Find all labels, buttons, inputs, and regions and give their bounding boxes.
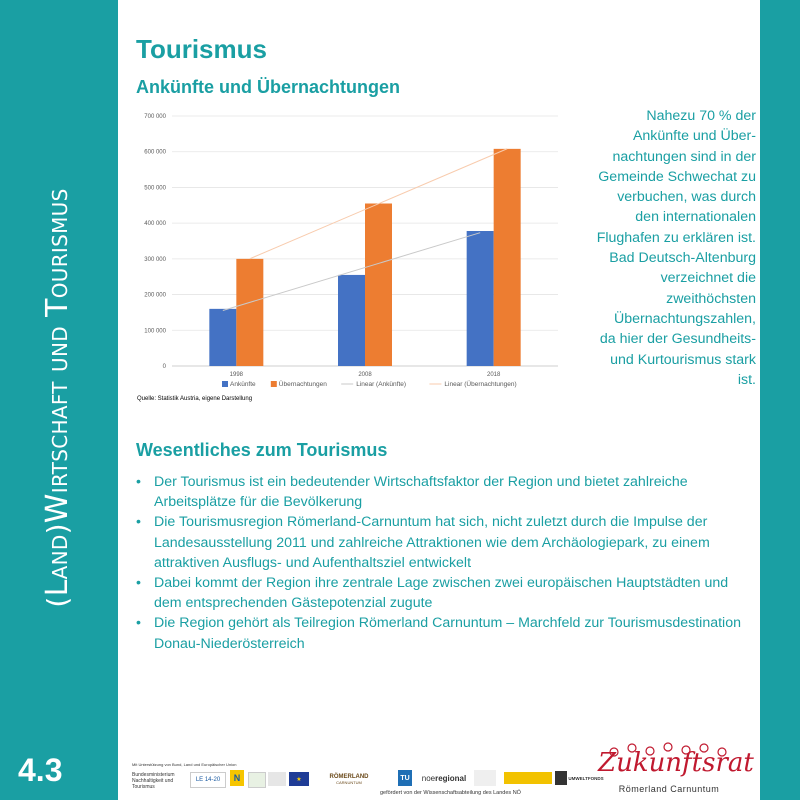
chart bbox=[118, 100, 568, 410]
support-text: Mit Unterstützung von Bund, Land und Europäischer Union bbox=[132, 762, 237, 767]
side-text-line: verzeichnet die bbox=[660, 270, 756, 287]
side-text-line: verbuchen, was durch bbox=[617, 189, 756, 206]
chapter-number: 4.3 bbox=[18, 752, 63, 788]
ministry-logo bbox=[132, 770, 192, 792]
partner-logo-2 bbox=[474, 770, 496, 786]
side-text-line: und Kurtourismus stark bbox=[610, 351, 756, 368]
x-tick-label: 2008 bbox=[358, 372, 372, 378]
title-W: W bbox=[40, 493, 75, 524]
bullet-icon: • bbox=[136, 474, 141, 490]
list-item bbox=[134, 573, 744, 613]
bullet-text: Dabei kommt der Region ihre zentrale Lage zwischen zwei europäischen Hauptstädten und dem entsprechenden Gästepotenzial zugute bbox=[154, 575, 729, 612]
tu-logo: TU bbox=[398, 770, 412, 786]
list-item bbox=[134, 472, 744, 512]
partner-logo-3 bbox=[555, 771, 567, 785]
bullet-icon: • bbox=[136, 615, 141, 632]
y-tick-label: 700 000 bbox=[144, 114, 166, 120]
side-text-line: Ankünfte und Über- bbox=[632, 128, 756, 145]
side-text-line: nachtungen sind in der bbox=[612, 148, 756, 165]
leader-logo bbox=[248, 772, 266, 788]
bar-ankuenfte bbox=[467, 231, 494, 366]
y-tick-label: 500 000 bbox=[144, 185, 166, 192]
bullet-text: Die Tourismusregion Römerland-Carnuntum hat sich, nicht zuletzt durch die Impulse der Landesausstellung 2011 und zahlreiche Attraktionen wie dem Archäologiepark, zu einem attraktiven Ausflugs- und Aufenthaltsziel entwickelt bbox=[154, 514, 710, 571]
zukunftsrat-name: Zukunftsrat bbox=[598, 748, 754, 778]
bar-ankuenfte bbox=[209, 309, 236, 366]
x-tick-label: 2018 bbox=[486, 372, 501, 378]
y-tick-label: 400 000 bbox=[144, 221, 166, 228]
side-text-line: Bad Deutsch-Altenburg bbox=[609, 250, 756, 267]
page-title: Tourismus bbox=[136, 34, 267, 64]
title-close-paren: ) bbox=[41, 523, 74, 535]
side-text-line: den internationalen bbox=[635, 209, 756, 226]
chart-svg bbox=[118, 100, 568, 410]
legend-swatch bbox=[271, 381, 277, 387]
title-L: L bbox=[40, 579, 75, 597]
chapter-title bbox=[28, 118, 88, 678]
list-item bbox=[134, 512, 744, 573]
legend-swatch bbox=[222, 381, 228, 387]
roemerland-name: RÖMERLAND bbox=[329, 773, 369, 780]
right-bar bbox=[760, 0, 800, 800]
bullet-list bbox=[134, 472, 744, 654]
section-heading: Wesentliches zum Tourismus bbox=[136, 440, 388, 460]
y-tick-label: 600 000 bbox=[144, 149, 166, 156]
side-text bbox=[562, 106, 756, 390]
bullet-icon: • bbox=[136, 514, 141, 531]
side-bar bbox=[0, 0, 118, 800]
zukunftsrat-sub: Römerland Carnuntum bbox=[618, 784, 720, 794]
zukunftsrat-logo bbox=[598, 740, 754, 798]
x-tick-label: 1998 bbox=[229, 372, 244, 378]
y-tick-label: 100 000 bbox=[144, 328, 166, 335]
chart-heading: Ankünfte und Übernachtungen bbox=[136, 77, 400, 97]
title-ourismus: OURISMUS bbox=[48, 188, 72, 299]
side-text-line: Nahezu 70 % der bbox=[646, 108, 756, 124]
bullet-text: Der Tourismus ist ein bedeutender Wirtschaftsfaktor der Region und bietet zahlreiche Arbeitsplätze für die Bevölkerung bbox=[154, 474, 688, 511]
ministry-line: Tourismus bbox=[132, 784, 155, 790]
side-text-line: Gemeinde Schwechat zu bbox=[598, 168, 756, 185]
roemerland-logo bbox=[318, 770, 380, 788]
title-T: T bbox=[40, 298, 75, 317]
legend-label: Linear (Übernachtungen) bbox=[444, 381, 517, 388]
footer bbox=[118, 740, 760, 800]
ministry-line: Bundesministerium bbox=[132, 772, 175, 778]
title-open-paren: ( bbox=[41, 596, 74, 608]
y-tick-label: 300 000 bbox=[144, 256, 166, 263]
list-item bbox=[134, 613, 744, 653]
title-and: AND bbox=[48, 534, 72, 580]
bar-uebernachtungen bbox=[365, 204, 392, 367]
bar-uebernachtungen bbox=[494, 149, 521, 366]
noe-text: noe bbox=[421, 773, 436, 783]
legend-label: Linear (Ankünfte) bbox=[356, 381, 407, 388]
ministry-line: Nachhaltigkeit und bbox=[132, 778, 174, 784]
legend-label: Übernachtungen bbox=[278, 381, 327, 388]
regional-text: regional bbox=[435, 773, 467, 783]
roemerland-sub: CARNUNTUM bbox=[336, 779, 362, 785]
wissenschaft-logo bbox=[504, 772, 552, 784]
bullet-text: Die Region gehört als Teilregion Römerland Carnuntum – Marchfeld zur Tourismusdestination Donau-Niederösterreich bbox=[154, 615, 741, 652]
bar-uebernachtungen bbox=[236, 259, 263, 366]
partner-logo bbox=[268, 772, 286, 786]
side-text-line: da hier der Gesundheits- bbox=[599, 331, 756, 348]
bar-ankuenfte bbox=[338, 275, 365, 366]
title-irtschaft: IRTSCHAFT bbox=[48, 381, 72, 494]
funding-text: gefördert von der Wissenschaftsabteilung des Landes NÖ bbox=[380, 790, 521, 796]
y-tick-label: 0 bbox=[162, 364, 166, 370]
noe-state-logo: N bbox=[230, 770, 244, 786]
noe-regional-logo bbox=[418, 771, 470, 785]
eu-flag-icon: ★ bbox=[289, 772, 309, 786]
content-panel bbox=[118, 0, 760, 800]
le-logo: LE 14-20 bbox=[190, 772, 226, 788]
side-text-line: Flughafen zu erklären ist. bbox=[596, 229, 756, 246]
y-tick-label: 200 000 bbox=[144, 292, 166, 299]
bullet-icon: • bbox=[136, 575, 141, 592]
title-und: UND bbox=[48, 326, 72, 372]
side-text-line: zweithöchsten bbox=[666, 290, 756, 307]
side-text-line: Übernachtungszahlen, bbox=[614, 310, 756, 327]
legend-label: Ankünfte bbox=[230, 381, 256, 388]
side-text-line: ist. bbox=[737, 371, 756, 388]
chart-source: Quelle: Statistik Austria, eigene Darstellung bbox=[137, 396, 253, 402]
umweltfonds-logo: UMWELTFONDS bbox=[568, 775, 604, 781]
